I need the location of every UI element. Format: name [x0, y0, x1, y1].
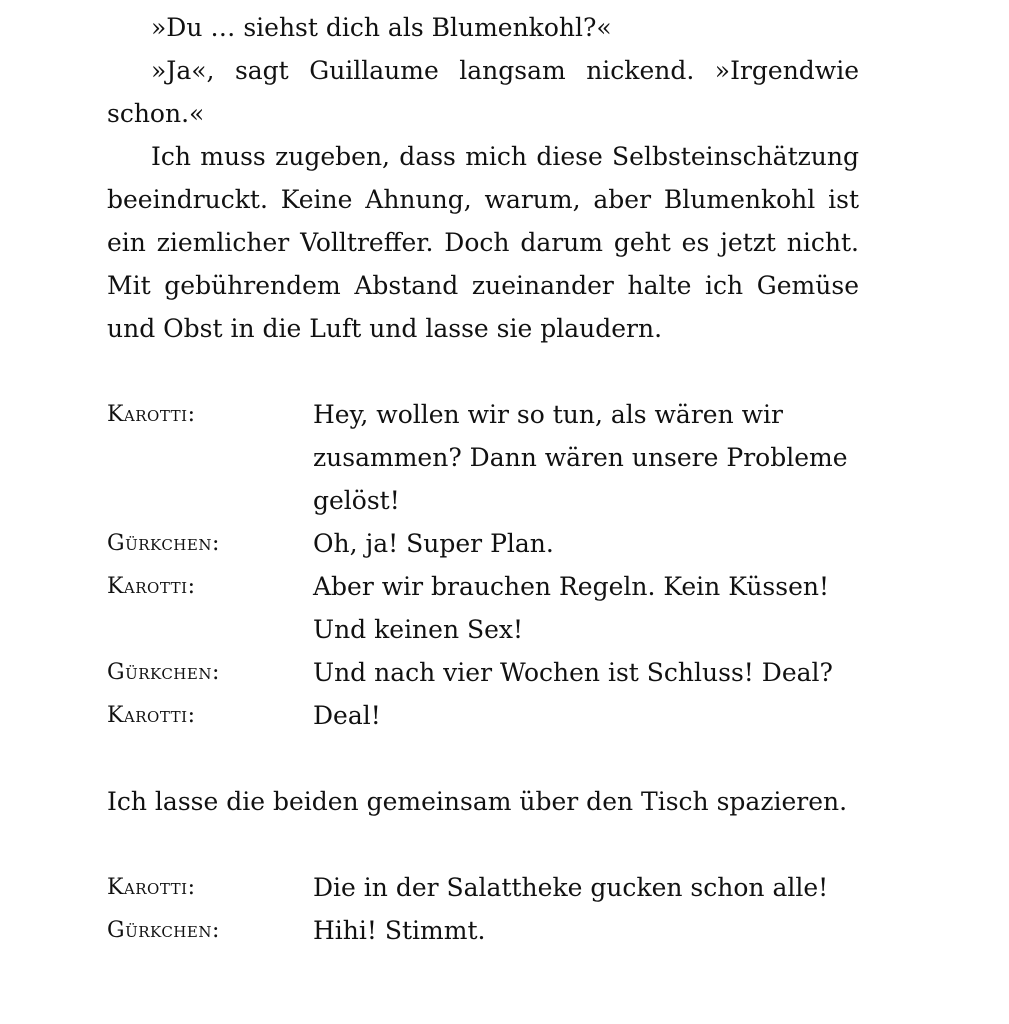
dialogue-row: [107, 393, 859, 522]
dialogue-block: [107, 393, 859, 737]
speaker-label: Gürkchen:: [107, 531, 220, 556]
dialogue-row: [107, 694, 859, 737]
paragraph: Ich muss zugeben, dass mich diese Selbsteinschätzung beeindruckt. Keine Ahnung, warum, aber Blumenkohl ist ein ziemlicher Volltreffer. Doch darum geht es jetzt nicht. Mit gebührendem Abstand zueinander halte ich Gemüse und Obst in die Luft und lasse sie plaudern.: [107, 142, 859, 343]
speaker-label: Karotti:: [107, 875, 196, 900]
dialogue-line: Hihi! Stimmt.: [313, 916, 486, 945]
dialogue-row: [107, 651, 859, 694]
dialogue-block: [107, 866, 859, 952]
section-gap: [107, 823, 859, 866]
dialogue-row: [107, 565, 859, 651]
dialogue-line: Deal!: [313, 701, 381, 730]
dialogue-row: [107, 909, 859, 952]
dialogue-line: Die in der Salattheke gucken schon alle!: [313, 873, 829, 902]
speaker-label: Gürkchen:: [107, 918, 220, 943]
paragraph: »Du … siehst dich als Blumenkohl?«: [151, 13, 612, 42]
dialogue-row: [107, 522, 859, 565]
book-page: [107, 0, 859, 952]
dialogue-line: Und nach vier Wochen ist Schluss! Deal?: [313, 658, 833, 687]
dialogue-row: [107, 866, 859, 909]
speaker-label: Gürkchen:: [107, 660, 220, 685]
section-gap: [107, 350, 859, 393]
dialogue-line: Hey, wollen wir so tun, als wären wir zusammen? Dann wären unsere Probleme gelöst!: [313, 400, 848, 515]
speaker-label: Karotti:: [107, 402, 196, 427]
speaker-label: Karotti:: [107, 703, 196, 728]
dialogue-line: Oh, ja! Super Plan.: [313, 529, 554, 558]
paragraph: Ich lasse die beiden gemeinsam über den Tisch spazieren.: [107, 787, 848, 816]
dialogue-line: Aber wir brauchen Regeln. Kein Küssen! Und keinen Sex!: [313, 572, 830, 644]
paragraph: »Ja«, sagt Guillaume langsam nickend. »Irgendwie schon.«: [107, 56, 859, 128]
section-gap: [107, 737, 859, 780]
speaker-label: Karotti:: [107, 574, 196, 599]
